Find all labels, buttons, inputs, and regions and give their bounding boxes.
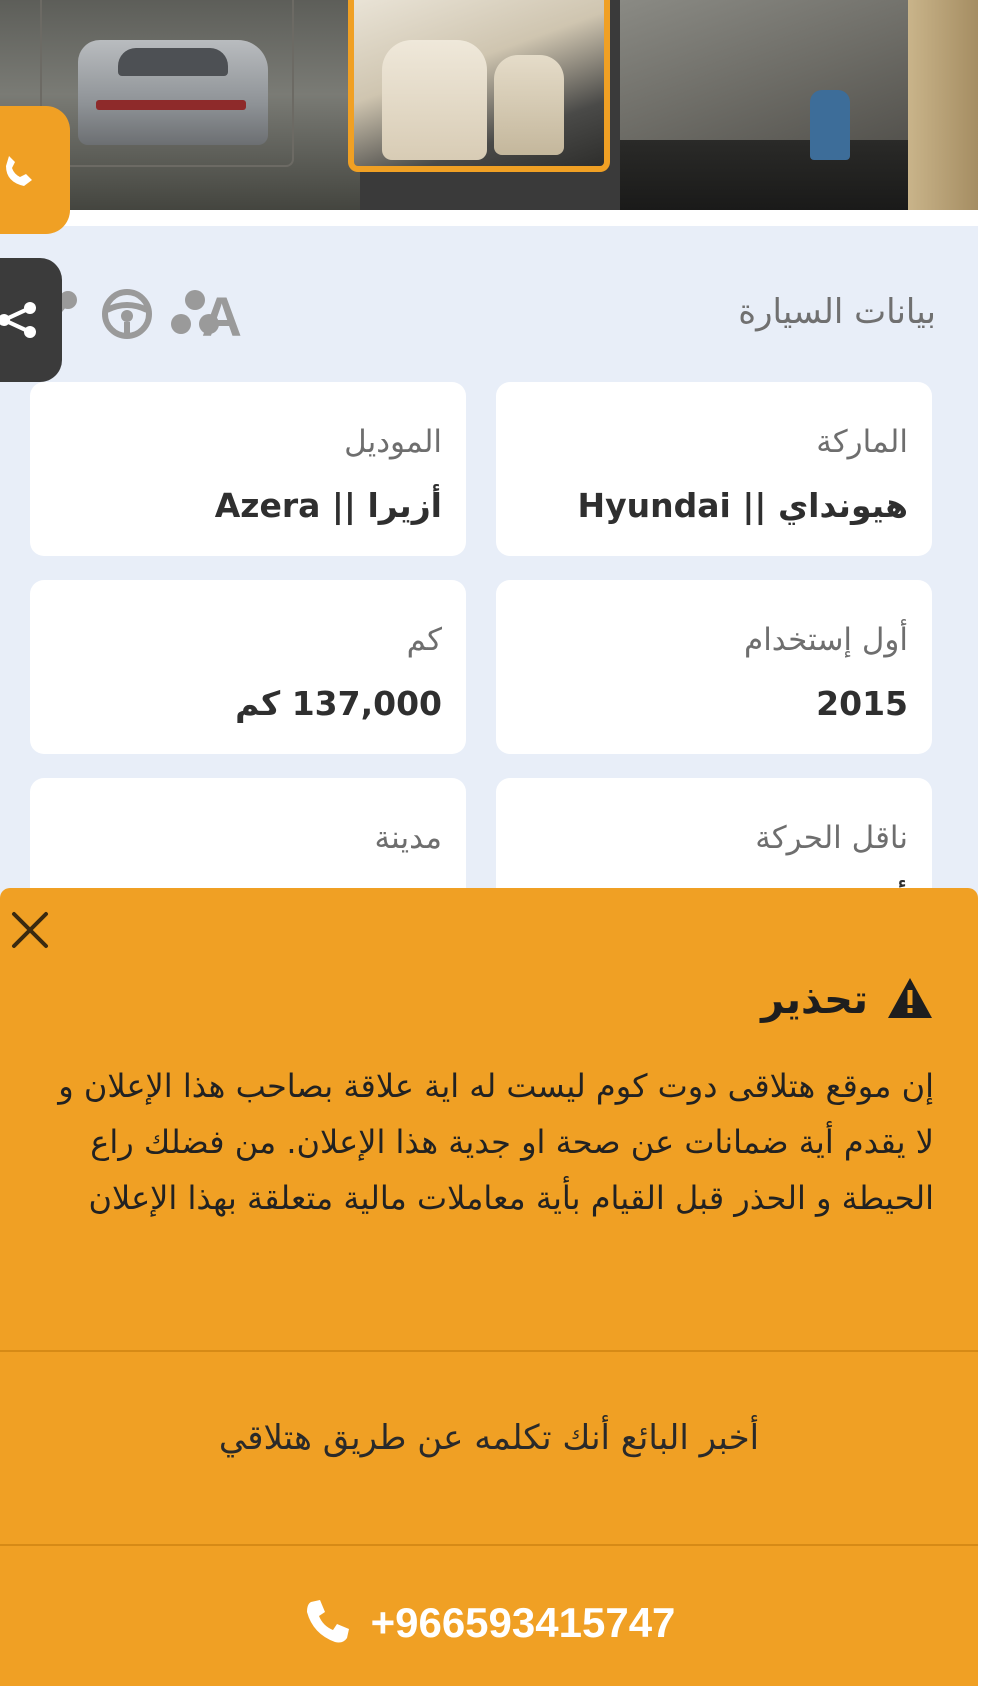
tell-seller-text: أخبر البائع أنك تكلمه عن طريق هتلاقي [218,1418,760,1458]
spec-card-first-use [496,580,932,754]
gear-shift-image [810,90,850,160]
door-pillar-image [908,0,978,210]
steering-wheel-icon [100,286,154,346]
spec-value: أزيرا || Azera [214,486,442,525]
share-icon [0,300,40,340]
spec-label: أول إستخدام [744,622,908,658]
warning-triangle-icon [886,976,934,1024]
spec-label: كم [406,622,442,658]
automatic-transmission-icon [201,285,288,348]
close-button[interactable] [8,908,52,952]
interior-seat-image [494,55,564,155]
spec-label: ناقل الحركة [755,820,908,856]
gallery-photo-interior[interactable] [620,0,978,210]
spec-value: هيونداي || Hyundai [577,486,908,525]
spec-label: الماركة [816,424,908,460]
gallery-thumbnail-active[interactable] [348,0,610,172]
warning-title: تحذير [761,977,868,1023]
divider [0,1350,978,1352]
warning-header [761,970,934,1030]
warning-body-text: إن موقع هتلاقى دوت كوم ليست له اية علاقة بصاحب هذا الإعلان و لا يقدم أية ضمانات عن صحة او جدية هذا الإعلان. من فضلك راع الحيطة و الحذر قبل القيام بأية معاملات مالية متعلقة بهذا الإعلان [58,1067,934,1217]
spec-card-brand [496,382,932,556]
floating-call-button[interactable] [0,106,70,234]
svg-text:A: A [201,285,242,348]
specs-title: بيانات السيارة [738,292,936,332]
phone-icon [2,152,42,192]
warning-modal [0,888,978,1686]
divider [0,1544,978,1546]
spec-card-model [30,382,466,556]
spec-label: الموديل [344,424,442,460]
phone-icon [303,1596,353,1650]
spec-value: 2015 [816,684,908,723]
spec-label: مدينة [374,820,442,856]
floating-share-button[interactable] [0,258,62,382]
spec-card-mileage [30,580,466,754]
phone-number: +966593415747 [370,1599,676,1646]
photo-gallery[interactable] [0,0,978,210]
interior-seat-image [382,40,487,160]
car-rear-image [78,40,268,145]
call-seller-button[interactable] [0,1588,978,1658]
close-icon [8,908,52,952]
spec-value: 137,000 كم [235,684,442,723]
spec-icons-row [40,286,300,346]
